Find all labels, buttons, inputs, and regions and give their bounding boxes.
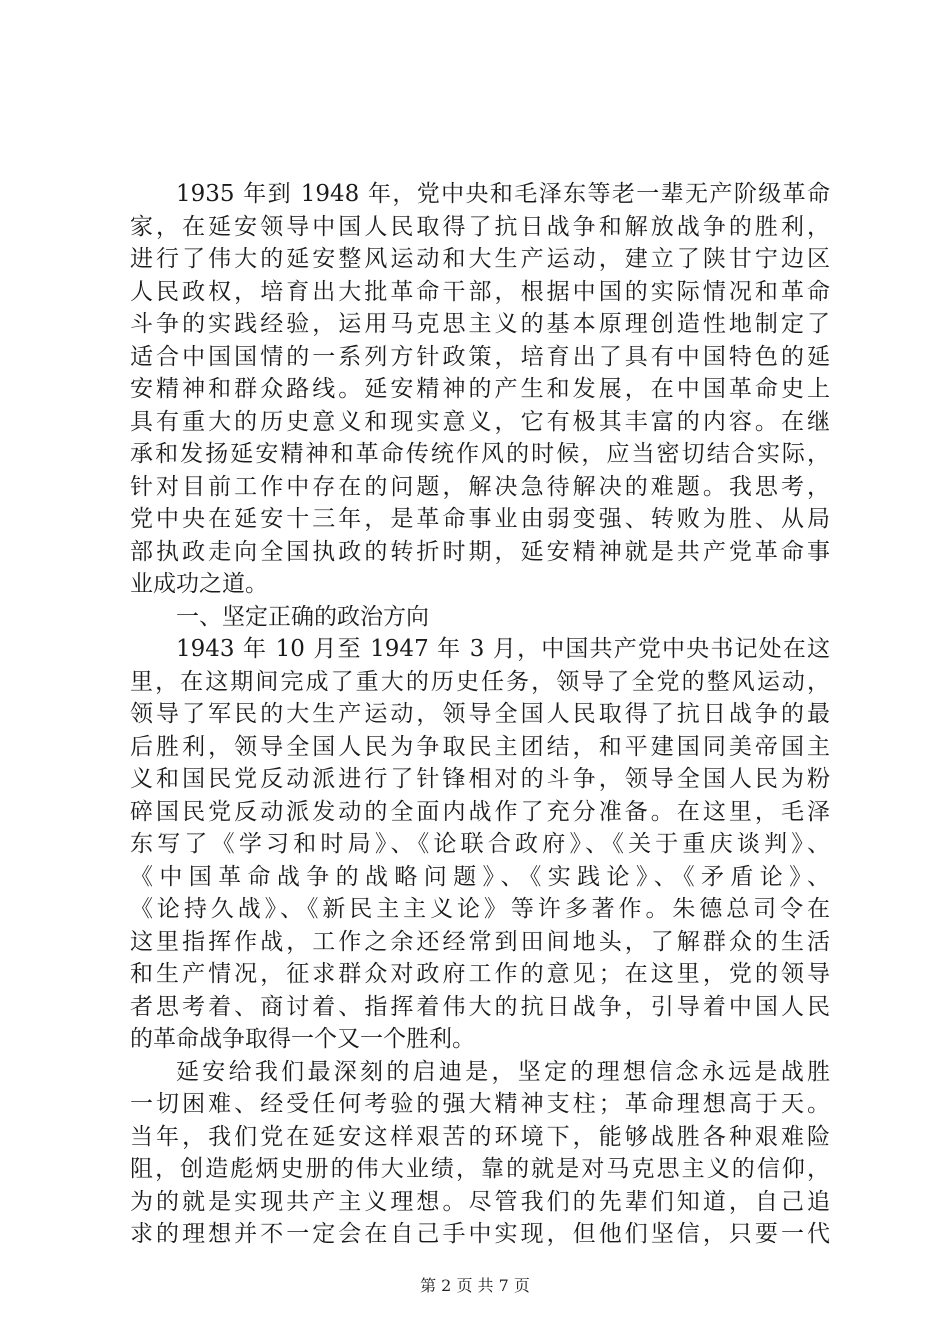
text-line: 延安给我们最深刻的启迪是，坚定的理想信念永远是战胜 (176, 1058, 830, 1085)
text-line: 求的理想并不一定会在自己手中实现，但他们坚信，只要一代 (130, 1221, 830, 1247)
text-line: 业成功之道。 (130, 571, 268, 597)
text-line: 和生产情况，征求群众对政府工作的意见；在这里，党的领导 (130, 961, 830, 987)
text-line: 领导了军民的大生产运动，领导全国人民取得了抗日战争的最 (130, 701, 830, 727)
text-line: 一、坚定正确的政治方向 (176, 603, 429, 630)
text-line: 安精神和群众路线。延安精神的产生和发展，在中国革命史上 (130, 376, 830, 402)
text-line: 1935 年到 1948 年，党中央和毛泽东等老一辈无产阶级革命 (176, 181, 830, 207)
text-line: 人民政权，培育出大批革命干部，根据中国的实际情况和革命 (130, 278, 830, 305)
text-line: 部执政走向全国执政的转折时期，延安精神就是共产党革命事 (130, 538, 830, 565)
text-line: 针对目前工作中存在的问题，解决急待解决的难题。我思考， (130, 473, 830, 500)
text-line: 这里指挥作战，工作之余还经常到田间地头，了解群众的生活 (130, 928, 830, 955)
text-line: 党中央在延安十三年，是革命事业由弱变强、转败为胜、从局 (130, 506, 830, 532)
text-line: 具有重大的历史意义和现实意义，它有极其丰富的内容。在继 (130, 408, 830, 435)
text-line: 里，在这期间完成了重大的历史任务，领导了全党的整风运动， (130, 668, 830, 695)
text-line: 斗争的实践经验，运用马克思主义的基本原理创造性地制定了 (130, 311, 830, 337)
document-body (130, 178, 830, 1251)
page-footer: 第 2 页 共 7 页 (420, 1276, 530, 1295)
text-line: 后胜利，领导全国人民为争取民主团结，和平建国同美帝国主 (130, 733, 830, 760)
text-line: 为的就是实现共产主义理想。尽管我们的先辈们知道，自己追 (130, 1188, 830, 1215)
text-line: 适合中国国情的一系列方针政策，培育出了具有中国特色的延 (130, 343, 830, 370)
text-line: 者思考着、商讨着、指挥着伟大的抗日战争，引导着中国人民 (130, 993, 830, 1020)
text-line: 义和国民党反动派进行了针锋相对的斗争，领导全国人民为粉 (130, 766, 830, 792)
text-line: 东写了《学习和时局》、《论联合政府》、《关于重庆谈判》、 (130, 831, 830, 857)
text-line: 《论持久战》、《新民主主义论》等许多著作。朱德总司令在 (130, 896, 830, 922)
text-line: 1943 年 10 月至 1947 年 3 月，中国共产党中央书记处在这 (176, 636, 830, 662)
text-line: 一切困难、经受任何考验的强大精神支柱；革命理想高于天。 (130, 1091, 830, 1117)
text-line: 当年，我们党在延安这样艰苦的环境下，能够战胜各种艰难险 (130, 1123, 830, 1150)
text-line: 阻，创造彪炳史册的伟大业绩，靠的就是对马克思主义的信仰， (130, 1156, 830, 1182)
text-line: 进行了伟大的延安整风运动和大生产运动，建立了陕甘宁边区 (130, 246, 830, 272)
text-line: 家，在延安领导中国人民取得了抗日战争和解放战争的胜利， (130, 213, 830, 240)
text-line: 承和发扬延安精神和革命传统作风的时候，应当密切结合实际， (130, 441, 830, 467)
text-line: 的革命战争取得一个又一个胜利。 (130, 1026, 475, 1052)
text-line: 碎国民党反动派发动的全面内战作了充分准备。在这里，毛泽 (130, 798, 830, 825)
text-line: 《中国革命战争的战略问题》、《实践论》、《矛盾论》、 (130, 863, 830, 890)
